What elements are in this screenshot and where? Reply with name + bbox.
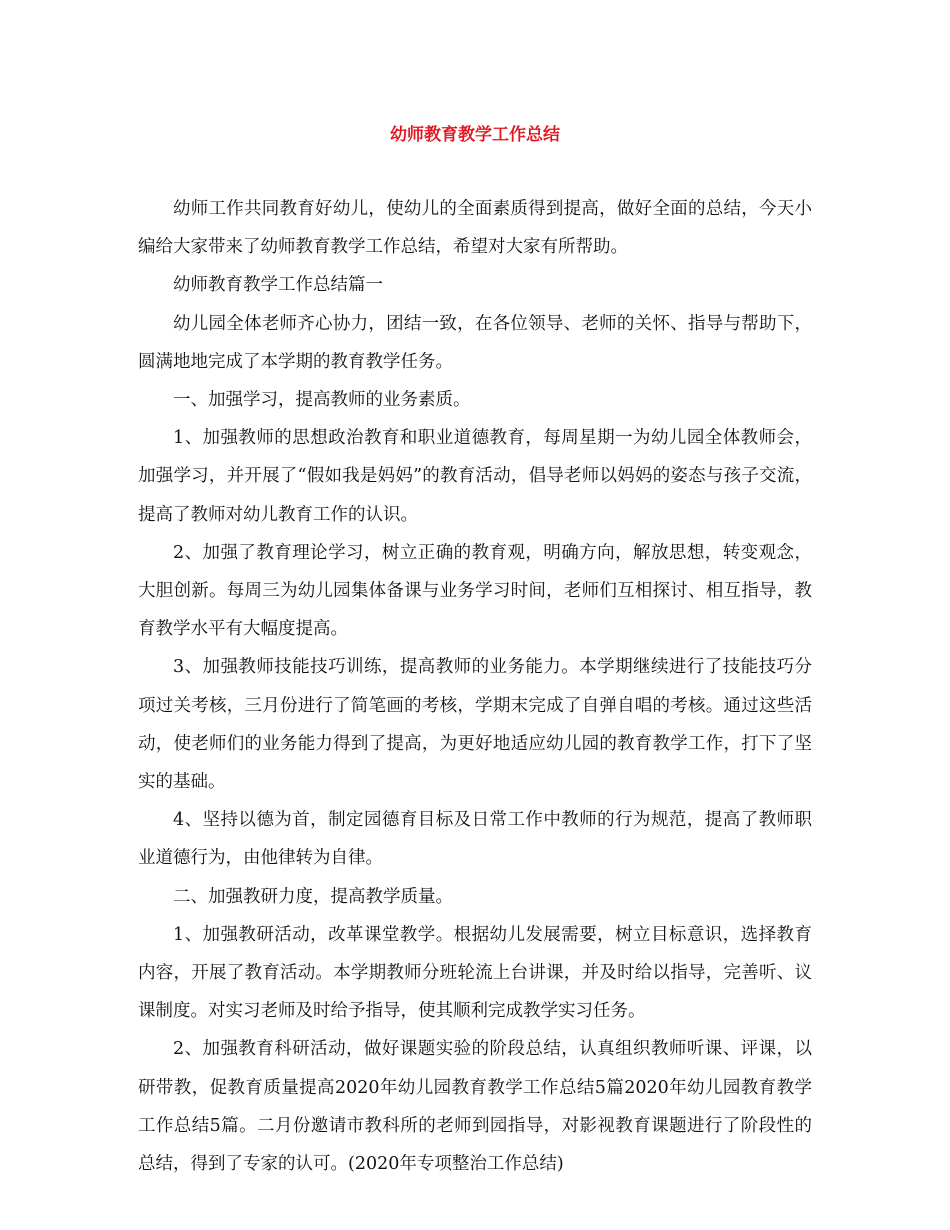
section-heading-study: 一、加强学习，提高教师的业务素质。 [173, 390, 471, 411]
document-body [138, 190, 812, 1183]
intro-paragraph: 幼师工作共同教育好幼儿，使幼儿的全面素质得到提高，做好全面的总结，今天小编给大家带来了幼师教育教学工作总结，希望对大家有所帮助。 [138, 199, 812, 258]
section-heading-research: 二、加强教研力度，提高教学质量。 [173, 886, 453, 907]
section-heading-part-one: 幼师教育教学工作总结篇一 [173, 275, 383, 296]
overview-paragraph: 幼儿园全体老师齐心协力，团结一致，在各位领导、老师的关怀、指导与帮助下，圆满地地完成了本学期的教育教学任务。 [138, 313, 812, 372]
study-item-3: 3、加强教师技能技巧训练，提高教师的业务能力。本学期继续进行了技能技巧分项过关考核，三月份进行了简笔画的考核，学期末完成了自弹自唱的考核。通过这些活动，使老师们的业务能力得到了提高，为更好地适应幼儿园的教育教学工作，打下了坚实的基础。 [138, 657, 812, 793]
research-item-2: 2、加强教育科研活动，做好课题实验的阶段总结，认真组织教师听课、评课，以研带教，促教育质量提高2020年幼儿园教育教学工作总结5篇2020年幼儿园教育教学工作总结5篇。二月份邀请市教科所的老师到园指导，对影视教育课题进行了阶段性的总结，得到了专家的认可。(2020年专项整治工作总结) [138, 1039, 812, 1175]
document-title: 幼师教育教学工作总结 [390, 125, 560, 145]
study-item-1: 1、加强教师的思想政治教育和职业道德教育，每周星期一为幼儿园全体教师会，加强学习，并开展了“假如我是妈妈”的教育活动，倡导老师以妈妈的姿态与孩子交流，提高了教师对幼儿教育工作的认识。 [138, 428, 812, 525]
research-item-1: 1、加强教研活动，改革课堂教学。根据幼儿发展需要，树立目标意识，选择教育内容，开展了教育活动。本学期教师分班轮流上台讲课，并及时给以指导，完善听、议课制度。对实习老师及时给予指导，使其顺利完成教学实习任务。 [138, 924, 812, 1022]
study-item-4: 4、坚持以德为首，制定园德育目标及日常工作中教师的行为规范，提高了教师职业道德行为，由他律转为自律。 [138, 810, 812, 869]
study-item-2: 2、加强了教育理论学习，树立正确的教育观，明确方向，解放思想，转变观念，大胆创新。每周三为幼儿园集体备课与业务学习时间，老师们互相探讨、相互指导，教育教学水平有大幅度提高。 [138, 542, 812, 640]
